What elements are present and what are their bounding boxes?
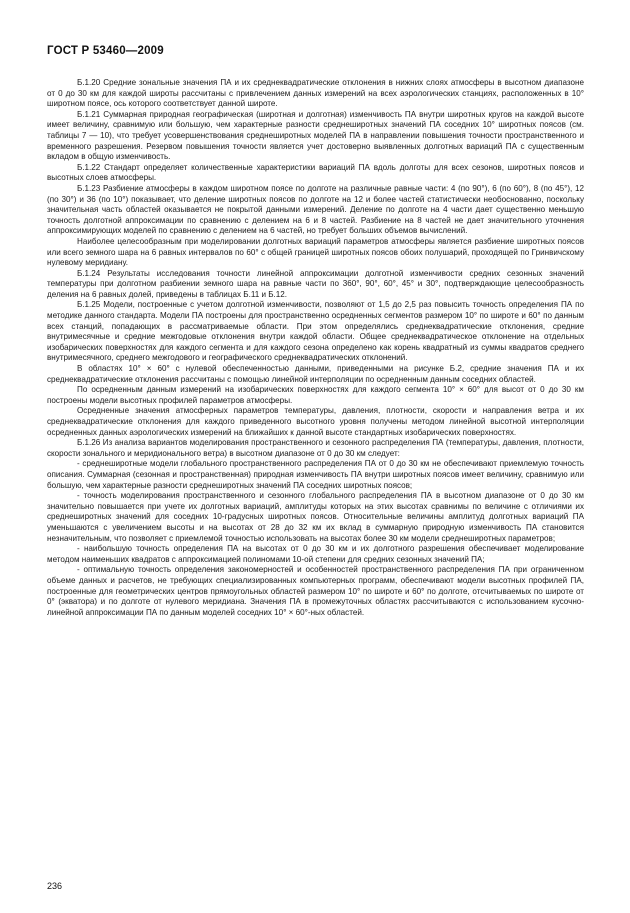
paragraph: В областях 10° × 60° с нулевой обеспеченностью данными, приведенными на рисунке Б.2, средние значения ПА и их среднеквадратические отклонения рассчитаны с помощью линейной интерполяции по осредненным данным соседних областей. <box>47 364 584 384</box>
paragraph: Б.1.20 Средние зональные значения ПА и их среднеквадратические отклонения в нижних слоях атмосферы в высотном диапазоне от 0 до 30 км для каждой широты рассчитаны с привлечением данных измерений на всех аэрологических станциях, расположенных в 10° широтном поясе, ось которого соответствует данной широте. <box>47 78 584 109</box>
paragraph: Б.1.24 Результаты исследования точности линейной аппроксимации долготной изменчивости средних сезонных значений температуры при долготном разбиении земного шара на равные части по 360°, 90°, 60°, 45° и 30°, подтверждающие целесообразность деления на 6 равных долей, приведены в таблицах Б.11 и Б.12. <box>47 268 584 299</box>
list-item: - наибольшую точность определения ПА на высотах от 0 до 30 км и их долготного разрешения обеспечивает моделирование методом наименьших квадратов с аппроксимацией полиномами 10-ой степени для средних сезонных значений ПА; <box>47 544 584 564</box>
paragraph: По осредненным данным измерений на изобарических поверхностях для каждого сегмента 10° × 60° для высот от 0 до 30 км построены модели высотных профилей параметров атмосферы. <box>47 385 584 405</box>
paragraph: Б.1.23 Разбиение атмосферы в каждом широтном поясе по долготе на различные равные части: 4 (по 90°), 6 (по 60°), 8 (по 45°), 12 (по 30°) и 36 (по 10°) показывает, что деление широтных поясов по долготе на 12 и более частей статистически необоснованно, поскольку значительная часть областей оказывается не покрытой данными измерений. Деление по долготе на 4 части дает существенно меньшую точность долготной аппроксимации по сравнению с делением на 6 и 8 частей. Разбиение на 8 частей не дает значительного уточнения аппроксимирующих моделей по сравнению с делением на 6 частей, но требует больших объемов вычислений. <box>47 183 584 236</box>
list-item: - оптимальную точность определения закономерностей и особенностей пространственного распределения ПА при ограниченном объеме данных и расчетов, не требующих специализированных компьютерных программ, обеспечивают модели высотных профилей ПА, построенные для геометрических центров прямоугольных областей размером 10° по широте и 60° по долготе, отсчитываемых по широте от 0° (экватора) и по долготе от нулевого меридиана. Значения ПА в промежуточных областях рассчитываются с использованием кусочно-линейной аппроксимации ПА по данным моделей соседних 10° × 60°-ных областей. <box>47 565 584 617</box>
paragraph: Б.1.26 Из анализа вариантов моделирования пространственного и сезонного распределения ПА (температуры, давления, плотности, скорости зонального и меридионального ветра) в высотном диапазоне от 0 до 30 км следует: <box>47 438 584 458</box>
paragraph: Наиболее целесообразным при моделировании долготных вариаций параметров атмосферы является разбиение широтных поясов или всего земного шара на 6 равных интервалов по 60° с общей границей широтных поясов обоих полушарий, проходящей по Гринвичскому нулевому меридиану. <box>47 236 584 268</box>
document-body <box>47 78 584 618</box>
paragraph: Осредненные значения атмосферных параметров температуры, давления, плотности, скорости и направления ветра и их среднеквадратические отклонения для каждого приведенного высотного уровня получены методом линейной высотной интерполяции осредненных данных аэрологических измерений на ближайших к данной высоте стандартных изобарических поверхностях. <box>47 406 584 437</box>
paragraph: Б.1.21 Суммарная природная географическая (широтная и долготная) изменчивость ПА внутри широтных кругов на каждой высоте имеет величину, сравнимую или большую, чем характерные разности среднеширотных значений ПА соседних 10° широтных поясов (см. таблицы 7 — 10), что требует усовершенствования среднеширотных моделей ПА в направлении повышения точности пространственного и временного разрешения. Резервом повышения точности является учет достоверно выявленных долготных вариаций ПА с существенным вкладом в общую изменчивость. <box>47 109 584 162</box>
paragraph: Б.1.25 Модели, построенные с учетом долготной изменчивости, позволяют от 1,5 до 2,5 раз повысить точность определения ПА по методике данного стандарта. Модели ПА построены для пространственно осредненных сегментов размером 10° по широте и 60° по данным всех станций, попадающих в рассматриваемые области. При этом определялись среднеквадратические отклонения, средние внутримесячные и средние межгодовые отклонения внутри каждой области. Общее среднеквадратическое отклонение на отдельных изобарических поверхностях для каждого сегмента и для каждого сезона определено как корень квадратный из суммы квадратов среднего внутримесячного, среднего межгодового и географического среднеквадратических отклонений. <box>47 300 584 363</box>
list-item: - среднеширотные модели глобального пространственного распределения ПА от 0 до 30 км не обеспечивают приемлемую точность описания. Суммарная (сезонная и пространственная) природная изменчивость ПА внутри широтных поясов имеет величину, сравнимую или большую, чем характерные разности среднеширотных значений ПА соседних широтных поясов; <box>47 459 584 490</box>
page-number: 236 <box>47 881 63 891</box>
paragraph: Б.1.22 Стандарт определяет количественные характеристики вариаций ПА вдоль долготы для всех сезонов, широтных поясов и высотных слоев атмосферы. <box>47 162 584 183</box>
standard-header: ГОСТ Р 53460—2009 <box>47 45 164 57</box>
list-item: - точность моделирования пространственного и сезонного глобального распределения ПА в высотном диапазоне от 0 до 30 км значительно повышается при учете их долготных вариаций, амплитуды которых на этих высотах сравнимы по величине с отличиями их среднеширотных значений для соседних 10-градусных широтных поясов. Относительные величины амплитуд долготных вариаций ПА уменьшаются с увеличением высоты и на высотах от 28 до 32 км их вклад в суммарную природную изменчивость ПА становится незначительным, что позволяет с приемлемой точностью использовать на высотах более 30 км модели среднеширотных параметров; <box>47 491 584 543</box>
